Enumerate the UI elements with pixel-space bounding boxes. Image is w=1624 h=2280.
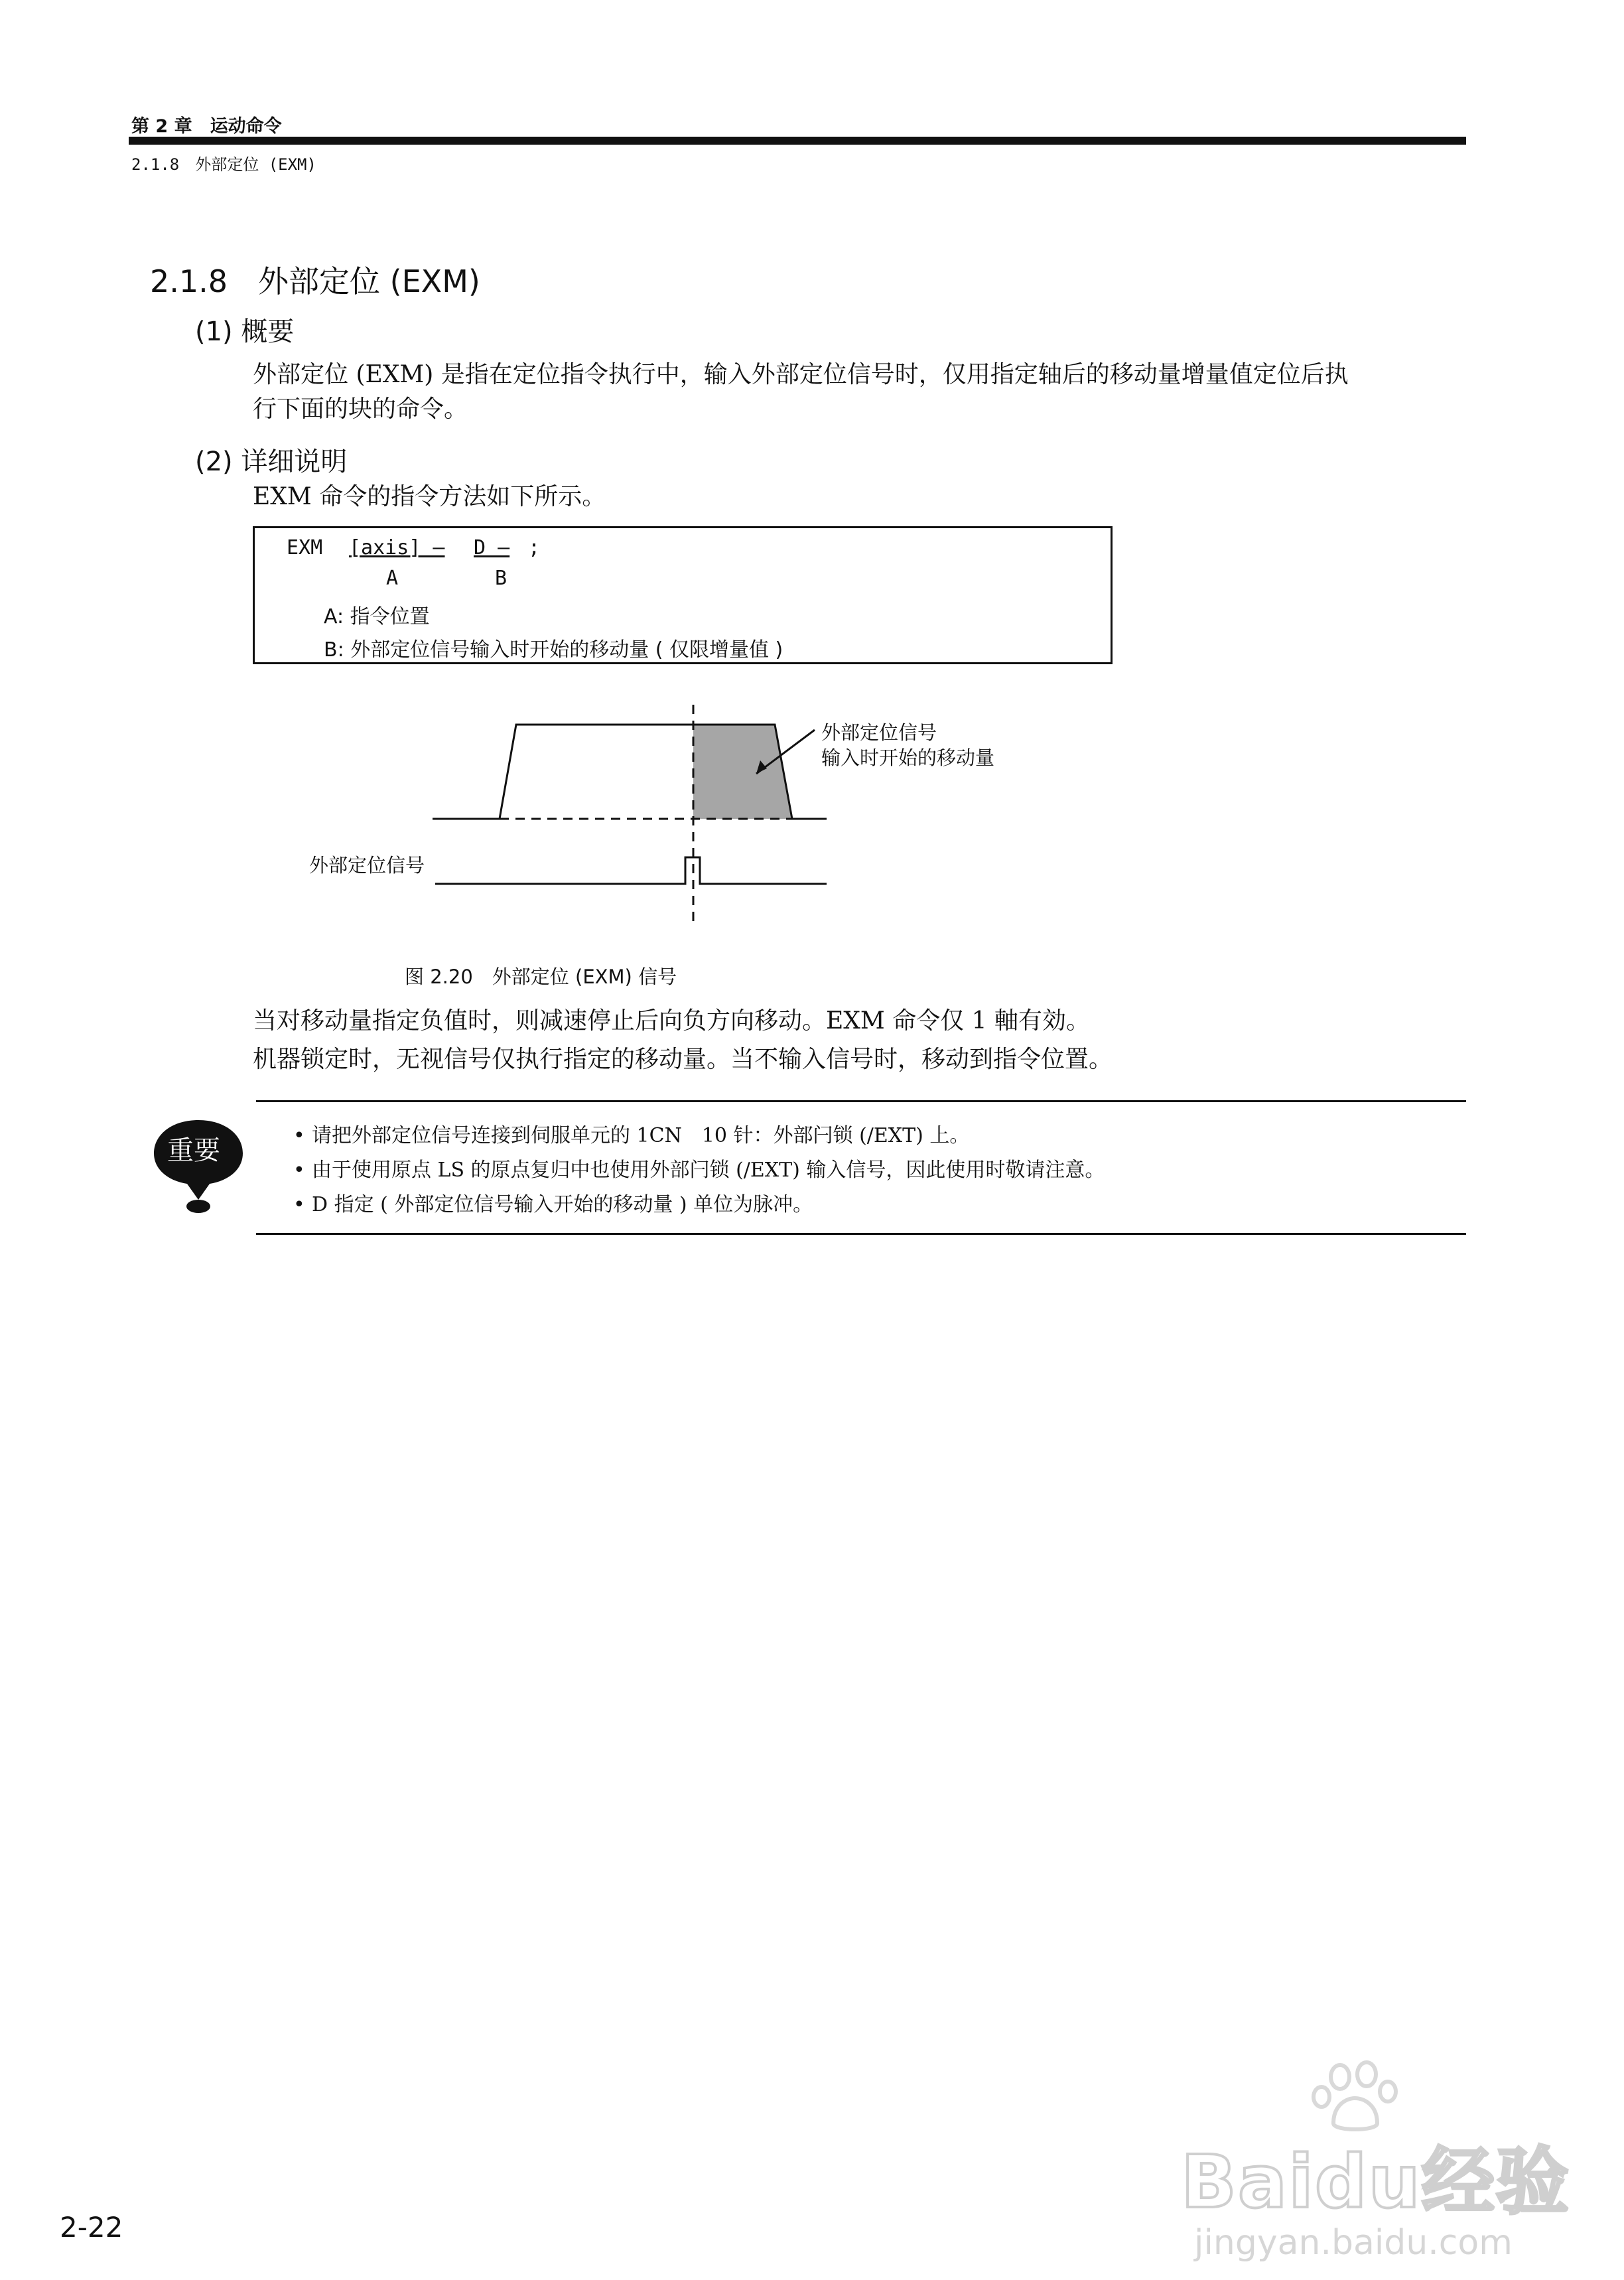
syntax-label-b: B bbox=[495, 567, 508, 590]
overview-heading: (1) 概要 bbox=[195, 317, 295, 347]
chapter-header: 第 2 章 运动命令 bbox=[131, 116, 282, 137]
figure-caption: 图 2.20 外部定位 (EXM) 信号 bbox=[405, 965, 677, 988]
details-heading: (2) 详细说明 bbox=[195, 447, 348, 477]
paragraph-2: 机器锁定时，无视信号仅执行指定的移动量。当不输入信号时，移动到指令位置。 bbox=[253, 1046, 1113, 1073]
syntax-def-a: A: 指令位置 bbox=[324, 605, 430, 628]
important-note: • 请把外部定位信号连接到伺服单元的 1CN 10 针：外部闩锁 (/EXT) 上。 bbox=[293, 1124, 970, 1147]
important-note-text: 请把外部定位信号连接到伺服单元的 1CN 10 针：外部闩锁 (/EXT) 上。 bbox=[312, 1124, 970, 1147]
details-intro: EXM 命令的指令方法如下所示。 bbox=[253, 483, 606, 510]
overview-line-2: 行下面的块的命令。 bbox=[253, 395, 468, 423]
syntax-param-a: [axis] — bbox=[349, 536, 445, 559]
velocity-profile bbox=[433, 705, 827, 922]
syntax-keyword: EXM bbox=[287, 536, 323, 559]
section-header: 2.1.8 外部定位 (EXM) bbox=[131, 155, 316, 174]
important-badge-label: 重要 bbox=[167, 1135, 220, 1166]
important-note: • D 指定 ( 外部定位信号输入开始的移动量 ) 单位为脉冲。 bbox=[293, 1193, 813, 1216]
important-note-text: D 指定 ( 外部定位信号输入开始的移动量 ) 单位为脉冲。 bbox=[312, 1193, 813, 1216]
syntax-param-b: D — bbox=[474, 536, 510, 559]
page-number: 2-22 bbox=[60, 2211, 123, 2244]
signal-trace bbox=[435, 857, 827, 884]
important-notes bbox=[293, 1119, 1105, 1222]
important-note: • 由于使用原点 LS 的原点复归中也使用外部闩锁 (/EXT) 输入信号，因此使用时敬请注意。 bbox=[293, 1159, 1105, 1182]
important-top-rule bbox=[256, 1100, 1466, 1102]
signal-label: 外部定位信号 bbox=[309, 854, 425, 877]
watermark-brand: Baidu经验 bbox=[1181, 2139, 1570, 2224]
annotation-line-2: 输入时开始的移动量 bbox=[821, 747, 995, 769]
important-note-text: 由于使用原点 LS 的原点复归中也使用外部闩锁 (/EXT) 输入信号，因此使用时敬请注意。 bbox=[312, 1159, 1105, 1182]
syntax-label-a: A bbox=[386, 567, 399, 590]
annotation-line-1: 外部定位信号 bbox=[821, 721, 937, 744]
syntax-terminator: ; bbox=[528, 536, 541, 559]
external-signal-pulse bbox=[435, 857, 827, 884]
section-title: 2.1.8 外部定位 (EXM) bbox=[150, 263, 480, 299]
important-bottom-rule bbox=[256, 1233, 1466, 1235]
overview-line-1: 外部定位 (EXM) 是指在定位指令执行中，输入外部定位信号时，仅用指定轴后的移动量增量值定位后执 bbox=[253, 361, 1349, 388]
watermark-url: jingyan.baidu.com bbox=[1194, 2223, 1513, 2263]
paragraph-1: 当对移动量指定负值时，则减速停止后向负方向移动。EXM 命令仅 1 軸有効。 bbox=[253, 1007, 1091, 1034]
syntax-def-b: B: 外部定位信号输入时开始的移动量 ( 仅限增量值 ) bbox=[324, 638, 783, 662]
